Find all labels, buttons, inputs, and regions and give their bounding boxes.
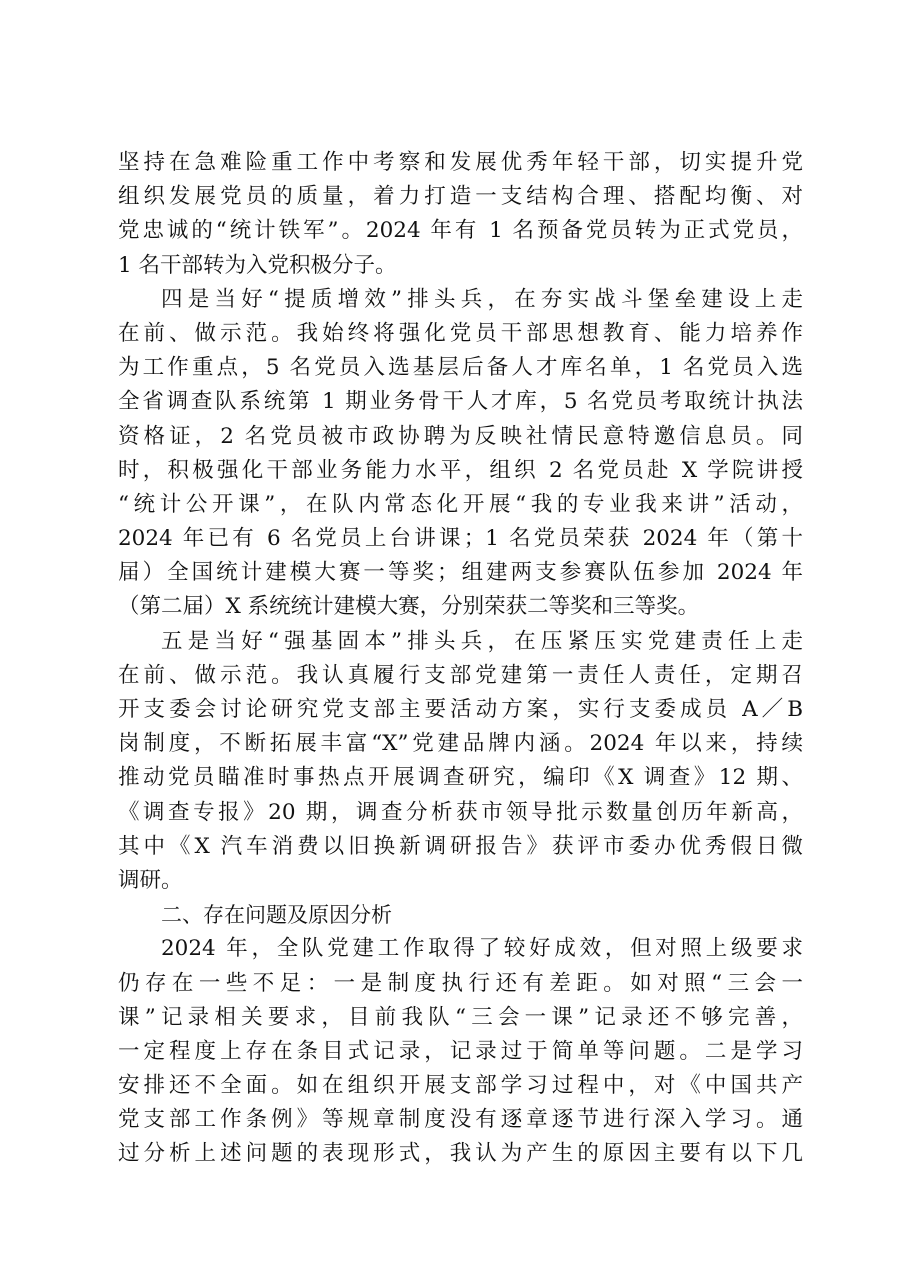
paragraph-line: 全省调查队系统第 1 期业务骨干人才库，5 名党员考取统计执法 xyxy=(118,389,803,415)
paragraph-line: 岗制度，不断拓展丰富“X”党建品牌内涵。2024 年以来，持续 xyxy=(118,731,803,757)
paragraph-line: 开支委会讨论研究党支部主要活动方案，实行支委成员 A／B xyxy=(118,697,803,722)
paragraph-line: 组织发展党员的质量，着力打造一支结构合理、搭配均衡、对 xyxy=(118,184,803,210)
paragraph-line: 五是当好“强基固本”排头兵，在压紧压实党建责任上走 xyxy=(161,628,803,654)
paragraph-line: 2024 年，全队党建工作取得了较好成效，但对照上级要求 xyxy=(161,936,803,962)
paragraph-line: 时，积极强化干部业务能力水平，组织 2 名党员赴 X 学院讲授 xyxy=(118,457,803,483)
paragraph-line: 课”记录相关要求，目前我队“三会一课”记录还不够完善， xyxy=(118,1004,803,1030)
paragraph-line: 四是当好“提质增效”排头兵，在夯实战斗堡垒建设上走 xyxy=(161,286,803,312)
paragraph-line: 党支部工作条例》等规章制度没有逐章逐节进行深入学习。通 xyxy=(118,1107,803,1133)
paragraph-line: 资格证，2 名党员被市政协聘为反映社情民意特邀信息员。同 xyxy=(118,423,803,449)
paragraph-line: （第二届）X 系统统计建模大赛，分别荣获二等奖和三等奖。 xyxy=(118,594,700,620)
paragraph-line: 调研。 xyxy=(118,867,183,893)
paragraph-line: 在前、做示范。我始终将强化党员干部思想教育、能力培养作 xyxy=(118,320,803,346)
paragraph-line: 过分析上述问题的表现形式，我认为产生的原因主要有以下几 xyxy=(118,1141,803,1167)
paragraph-line: 仍存在一些不足：一是制度执行还有差距。如对照“三会一 xyxy=(118,970,803,996)
section-heading: 二、存在问题及原因分析 xyxy=(161,903,392,928)
paragraph-line: 坚持在急难险重工作中考察和发展优秀年轻干部，切实提升党 xyxy=(118,150,803,175)
paragraph-line: 推动党员瞄准时事热点开展调查研究，编印《X 调查》12 期、 xyxy=(118,765,803,791)
paragraph-line: 2024 年已有 6 名党员上台讲课；1 名党员荣获 2024 年（第十 xyxy=(118,526,803,552)
paragraph-line: 其中《X 汽车消费以旧换新调研报告》获评市委办优秀假日微 xyxy=(118,833,803,859)
paragraph-line: 一定程度上存在条目式记录，记录过于简单等问题。二是学习 xyxy=(118,1038,803,1064)
paragraph-line: 为工作重点，5 名党员入选基层后备人才库名单，1 名党员入选 xyxy=(118,355,803,381)
paragraph-line: 在前、做示范。我认真履行支部党建第一责任人责任，定期召 xyxy=(118,662,803,688)
paragraph-line: 届）全国统计建模大赛一等奖；组建两支参赛队伍参加 2024 年 xyxy=(118,560,803,586)
paragraph-line: 1 名干部转为入党积极分子。 xyxy=(118,252,397,278)
paragraph-line: 《调查专报》20 期，调查分析获市领导批示数量创历年新高， xyxy=(118,799,803,825)
paragraph-line: 安排还不全面。如在组织开展支部学习过程中，对《中国共产 xyxy=(118,1073,803,1099)
paragraph-line: “统计公开课”，在队内常态化开展“我的专业我来讲”活动， xyxy=(118,491,803,517)
body-text xyxy=(118,146,803,1172)
paragraph-line: 党忠诚的“统计铁军”。2024 年有 1 名预备党员转为正式党员， xyxy=(118,218,803,244)
